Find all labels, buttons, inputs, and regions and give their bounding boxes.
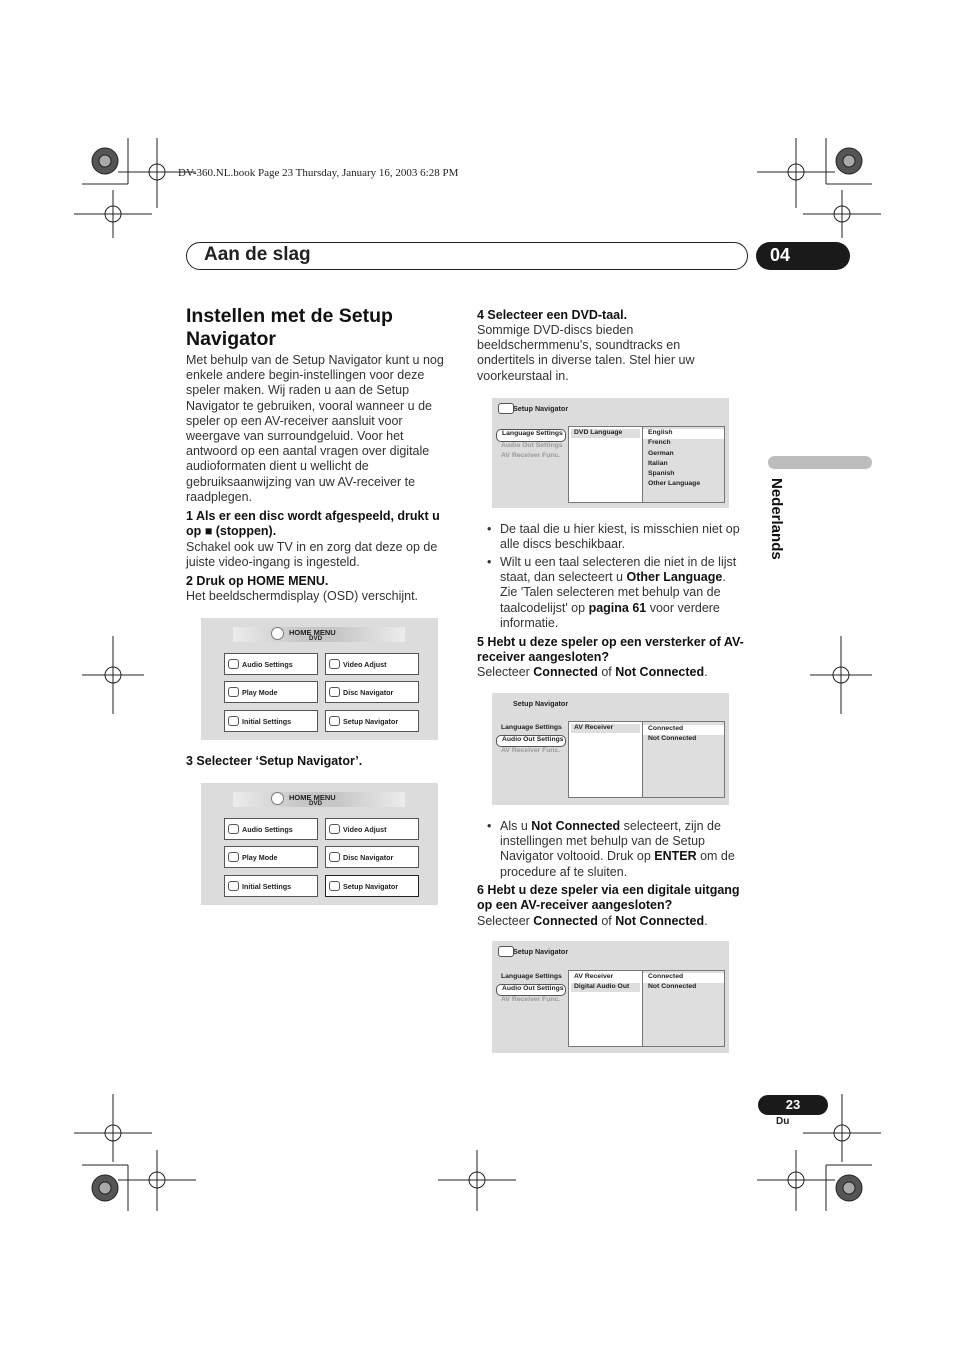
audio-settings-button[interactable]: Audio Settings xyxy=(224,818,318,840)
setup-navigator-icon xyxy=(329,716,340,726)
menu-av-receiver-func[interactable]: AV Receiver Func. xyxy=(501,747,561,754)
language-label: Nederlands xyxy=(768,478,785,560)
option-english[interactable]: English xyxy=(643,429,724,439)
connection-options xyxy=(642,721,725,798)
option-french[interactable]: French xyxy=(648,439,671,447)
digital-audio-out-item[interactable]: Digital Audio Out xyxy=(571,983,640,992)
menu-audio-out-settings[interactable]: Audio Out Settings xyxy=(496,984,566,997)
video-adjust-button[interactable]: Video Adjust xyxy=(325,653,419,675)
bullet-not-connected: • Als u Not Connected selecteert, zijn de instellingen met behulp van de Setup Navigator voltooid. Druk op ENTER om de procedure af te sluiten. xyxy=(487,819,735,879)
step6-text: Selecteer Connected of Not Connected. xyxy=(477,914,708,928)
disc-navigator-icon xyxy=(329,687,340,697)
intro-text: Met behulp van de Setup Navigator kunt u nog enkele andere begin-instellingen voor deze speler maken. Wij raden u aan de Setup Navigator te gebruiken, vooral wanneer u de speler op een AV-receiver aansluit voor weergave van surroundgeluid. Voor het antwoord op een aantal vragen over digitale audioformaten dient u wellicht de gebruiksaanwijzing van uw AV-receiver te raadplegen. xyxy=(186,353,444,504)
dvd-language-item[interactable]: DVD Language xyxy=(571,429,640,438)
option-not-connected[interactable]: Not Connected xyxy=(648,735,697,743)
option-connected[interactable]: Connected xyxy=(643,725,724,735)
home-menu-screen-1 xyxy=(201,618,438,740)
disc-icon xyxy=(271,627,284,640)
setup-navigator-icon xyxy=(498,403,514,414)
initial-settings-button[interactable]: Initial Settings xyxy=(224,875,318,897)
setup-navigator-title: Setup Navigator xyxy=(513,404,569,413)
home-menu-title: HOME MENU xyxy=(289,628,336,637)
setup-menu-list xyxy=(496,724,566,758)
setup-menu-list xyxy=(496,973,566,1007)
setup-navigator-button[interactable]: Setup Navigator xyxy=(325,710,419,732)
step4-title: 4 Selecteer een DVD-taal. xyxy=(477,308,628,322)
audio-icon xyxy=(228,824,239,834)
menu-language-settings[interactable]: Language Settings xyxy=(501,724,562,731)
setup-navigator-title: Setup Navigator xyxy=(513,947,569,956)
setup-navigator-icon xyxy=(498,946,514,957)
step2-title: 2 Druk op HOME MENU. xyxy=(186,574,329,588)
connection-options xyxy=(642,970,725,1047)
menu-language-settings[interactable]: Language Settings xyxy=(501,973,562,980)
home-menu-subtitle: DVD xyxy=(309,800,323,807)
home-menu-screen-2 xyxy=(201,783,438,905)
play-mode-icon xyxy=(228,852,239,862)
play-mode-button[interactable]: Play Mode xyxy=(224,681,318,703)
step3-title: 3 Selecteer ‘Setup Navigator’. xyxy=(186,754,363,768)
setting-column xyxy=(568,426,643,503)
disc-navigator-icon xyxy=(329,852,340,862)
setup-navigator-icon xyxy=(329,881,340,891)
menu-audio-out-settings[interactable]: Audio Out Settings xyxy=(496,735,566,748)
step1-title: 1 Als er een disc wordt afgespeeld, drukt u op ■ (stoppen). xyxy=(186,509,440,539)
initial-settings-button[interactable]: Initial Settings xyxy=(224,710,318,732)
video-adjust-button[interactable]: Video Adjust xyxy=(325,818,419,840)
page-language-code: Du xyxy=(776,1116,790,1127)
setting-column xyxy=(568,970,643,1047)
option-german[interactable]: German xyxy=(648,449,674,457)
play-mode-button[interactable]: Play Mode xyxy=(224,846,318,868)
setup-navigator-screen-av-receiver xyxy=(492,693,729,805)
option-italian[interactable]: Italian xyxy=(648,459,668,467)
audio-settings-button[interactable]: Audio Settings xyxy=(224,653,318,675)
step5-title: 5 Hebt u deze speler op een versterker of AV-receiver aangesloten? xyxy=(477,635,744,665)
option-connected[interactable]: Connected xyxy=(643,973,724,983)
menu-av-receiver-func[interactable]: AV Receiver Func. xyxy=(501,996,561,1003)
setup-navigator-screen-digital-out xyxy=(492,941,729,1053)
book-info: DV-360.NL.book Page 23 Thursday, January 16, 2003 6:28 PM xyxy=(178,167,459,179)
menu-language-settings[interactable]: Language Settings xyxy=(496,429,566,442)
step2-text: Het beeldschermdisplay (OSD) verschijnt. xyxy=(186,589,419,603)
language-options xyxy=(642,426,725,503)
setup-menu-list xyxy=(496,429,566,463)
av-receiver-item[interactable]: AV Receiver xyxy=(571,724,640,733)
setup-navigator-title: Setup Navigator xyxy=(513,699,569,708)
disc-icon xyxy=(271,792,284,805)
step5-text: Selecteer Connected of Not Connected. xyxy=(477,665,708,679)
option-other-language[interactable]: Other Language xyxy=(648,480,701,488)
chapter-number: 04 xyxy=(756,242,850,270)
menu-audio-out-settings[interactable]: Audio Out Settings xyxy=(501,441,563,449)
option-spanish[interactable]: Spanish xyxy=(648,470,675,478)
disc-navigator-button[interactable]: Disc Navigator xyxy=(325,846,419,868)
setup-navigator-screen-language xyxy=(492,398,729,508)
video-icon xyxy=(329,659,340,669)
page-number: 23 xyxy=(758,1095,828,1115)
initial-settings-icon xyxy=(228,716,239,726)
av-receiver-item[interactable]: AV Receiver xyxy=(574,973,614,980)
disc-navigator-button[interactable]: Disc Navigator xyxy=(325,681,419,703)
home-menu-subtitle: DVD xyxy=(309,635,323,642)
step4-text: Sommige DVD-discs bieden beeldschermmenu's, soundtracks en ondertitels in diverse talen. Stel hier uw voorkeurstaal in. xyxy=(477,323,695,383)
step6-title: 6 Hebt u deze speler via een digitale uitgang op een AV-receiver aangesloten? xyxy=(477,883,740,913)
play-mode-icon xyxy=(228,687,239,697)
audio-icon xyxy=(228,659,239,669)
initial-settings-icon xyxy=(228,881,239,891)
option-not-connected[interactable]: Not Connected xyxy=(648,983,697,991)
home-menu-header xyxy=(233,627,405,642)
setup-navigator-button-selected[interactable]: Setup Navigator xyxy=(325,875,419,897)
language-tab xyxy=(768,456,872,469)
bullet-other-language: • Wilt u een taal selecteren die niet in de lijst staat, dan selecteert u Other Language. Zie 'Talen selecteren met behulp van de taalcodelijst' op pagina 61 voor verdere informatie. xyxy=(487,555,737,630)
menu-av-receiver-func[interactable]: AV Receiver Func. xyxy=(501,452,561,459)
section-heading: Instellen met de Setup Navigator xyxy=(186,305,393,350)
home-menu-header xyxy=(233,792,405,807)
step1-text: Schakel ook uw TV in en zorg dat deze op de juiste video-ingang is ingesteld. xyxy=(186,540,438,570)
home-menu-title: HOME MENU xyxy=(289,793,336,802)
chapter-title: Aan de slag xyxy=(204,244,311,265)
bullet-language-availability: • De taal die u hier kiest, is misschien niet op alle discs beschikbaar. xyxy=(487,522,740,552)
setting-column xyxy=(568,721,643,798)
video-icon xyxy=(329,824,340,834)
